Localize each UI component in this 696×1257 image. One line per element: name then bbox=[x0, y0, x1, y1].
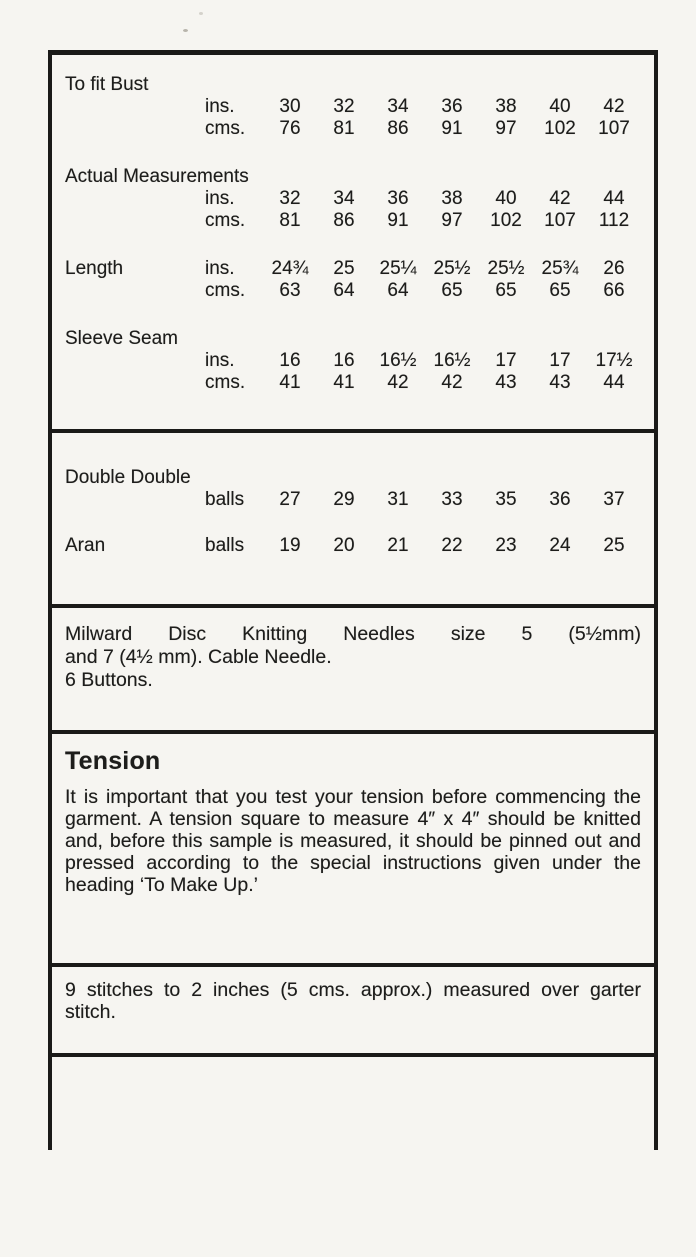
size-group-length bbox=[65, 258, 641, 302]
size-value: 81 bbox=[279, 210, 301, 231]
tension-section bbox=[52, 734, 654, 967]
empty-cell bbox=[65, 372, 205, 394]
size-value: 36 bbox=[441, 96, 463, 117]
unit-label: cms. bbox=[205, 280, 246, 301]
materials-line: and 7 (4½ mm). Cable Needle. bbox=[65, 646, 332, 668]
yarn-value: 23 bbox=[495, 535, 517, 556]
size-value: 86 bbox=[387, 118, 409, 139]
size-value: 42 bbox=[549, 188, 571, 209]
unit-label: ins. bbox=[205, 258, 235, 279]
size-value: 25½ bbox=[433, 258, 471, 279]
size-row-ins bbox=[65, 350, 641, 372]
materials-line: Milward Disc Knitting Needles size 5 (5½mm) bbox=[65, 623, 641, 645]
size-group-sleeve-seam bbox=[65, 328, 641, 394]
size-value: 42 bbox=[387, 372, 409, 393]
yarn-value: 24 bbox=[549, 535, 571, 556]
size-row-cms bbox=[65, 280, 641, 302]
unit-label: balls bbox=[205, 535, 245, 556]
size-value: 17½ bbox=[595, 350, 633, 371]
yarn-value: 27 bbox=[279, 489, 301, 510]
size-value: 16 bbox=[333, 350, 355, 371]
yarn-value: 36 bbox=[549, 489, 571, 510]
group-label-row bbox=[65, 74, 641, 96]
size-value: 86 bbox=[333, 210, 355, 231]
scan-speck bbox=[183, 29, 188, 32]
size-group-label: Sleeve Seam bbox=[65, 328, 179, 349]
size-value: 42 bbox=[603, 96, 625, 117]
size-value: 66 bbox=[603, 280, 625, 301]
yarn-value: 31 bbox=[387, 489, 409, 510]
yarn-group-label: Aran bbox=[65, 535, 106, 556]
size-value: 107 bbox=[598, 118, 630, 139]
size-value: 97 bbox=[495, 118, 517, 139]
pattern-info-panel bbox=[48, 50, 658, 1150]
size-value: 41 bbox=[333, 372, 355, 393]
size-value: 97 bbox=[441, 210, 463, 231]
size-value: 38 bbox=[441, 188, 463, 209]
size-value: 17 bbox=[495, 350, 517, 371]
tension-body: It is important that you test your tension before commencing the garment. A tension square to measure 4″ x 4″ should be knitted and, before this sample is measured, it should be pinned out and pressed according to the special instructions given under the heading ‘To Make Up.’ bbox=[65, 786, 641, 896]
group-label-row bbox=[65, 328, 641, 350]
size-value: 32 bbox=[333, 96, 355, 117]
yarn-value: 20 bbox=[333, 535, 355, 556]
size-value: 40 bbox=[495, 188, 517, 209]
size-value: 43 bbox=[495, 372, 517, 393]
size-row-cms bbox=[65, 210, 641, 232]
size-value: 44 bbox=[603, 188, 625, 209]
materials-section bbox=[52, 608, 654, 734]
size-value: 42 bbox=[441, 372, 463, 393]
size-table-section bbox=[52, 55, 654, 433]
size-value: 102 bbox=[544, 118, 576, 139]
size-value: 65 bbox=[549, 280, 571, 301]
empty-cell bbox=[65, 210, 205, 232]
size-value: 25 bbox=[333, 258, 355, 279]
tension-heading: Tension bbox=[65, 747, 161, 775]
yarn-value: 29 bbox=[333, 489, 355, 510]
yarn-group-label: Double Double bbox=[65, 467, 191, 488]
unit-label: cms. bbox=[205, 118, 246, 139]
yarn-value: 22 bbox=[441, 535, 463, 556]
size-value: 112 bbox=[598, 210, 630, 231]
yarn-value: 33 bbox=[441, 489, 463, 510]
yarn-group-double-double bbox=[65, 467, 641, 511]
size-value: 34 bbox=[387, 96, 409, 117]
size-value: 17 bbox=[549, 350, 571, 371]
empty-cell bbox=[65, 280, 205, 302]
yarn-value: 37 bbox=[603, 489, 625, 510]
size-value: 43 bbox=[549, 372, 571, 393]
size-value: 32 bbox=[279, 188, 301, 209]
size-value: 25½ bbox=[487, 258, 525, 279]
unit-label: ins. bbox=[205, 350, 235, 371]
empty-cell bbox=[65, 118, 205, 140]
group-label-row bbox=[65, 467, 641, 489]
size-value: 76 bbox=[279, 118, 301, 139]
size-value: 81 bbox=[333, 118, 355, 139]
yarn-group-aran bbox=[65, 535, 641, 557]
size-row-ins bbox=[65, 96, 641, 118]
yarn-row-balls bbox=[65, 489, 641, 511]
size-value: 26 bbox=[603, 258, 625, 279]
yarn-value: 19 bbox=[279, 535, 301, 556]
gauge-section bbox=[52, 967, 654, 1057]
unit-label: cms. bbox=[205, 372, 246, 393]
yarn-value: 21 bbox=[387, 535, 409, 556]
empty-cell bbox=[65, 96, 205, 118]
scan-speck bbox=[199, 12, 203, 15]
cutoff-section bbox=[52, 1057, 654, 1257]
yarn-value: 25 bbox=[603, 535, 625, 556]
size-group-label: Length bbox=[65, 258, 124, 279]
size-row-ins bbox=[65, 188, 641, 210]
materials-line: 6 Buttons. bbox=[65, 669, 153, 691]
yarn-row-balls bbox=[65, 535, 641, 557]
size-value: 38 bbox=[495, 96, 517, 117]
size-value: 16½ bbox=[433, 350, 471, 371]
size-value: 107 bbox=[544, 210, 576, 231]
size-value: 64 bbox=[333, 280, 355, 301]
size-group-actual-measurements bbox=[65, 166, 641, 232]
size-value: 91 bbox=[387, 210, 409, 231]
group-label-row bbox=[65, 166, 641, 188]
size-value: 30 bbox=[279, 96, 301, 117]
yarn-table-section bbox=[52, 433, 654, 608]
size-value: 102 bbox=[490, 210, 522, 231]
unit-label: ins. bbox=[205, 96, 235, 117]
size-value: 40 bbox=[549, 96, 571, 117]
size-value: 44 bbox=[603, 372, 625, 393]
size-value: 65 bbox=[495, 280, 517, 301]
size-group-label: Actual Measurements bbox=[65, 166, 249, 187]
unit-label: balls bbox=[205, 489, 245, 510]
size-row-ins bbox=[65, 258, 641, 280]
size-group-label: To fit Bust bbox=[65, 74, 149, 95]
size-value: 16 bbox=[279, 350, 301, 371]
size-value: 34 bbox=[333, 188, 355, 209]
size-value: 36 bbox=[387, 188, 409, 209]
size-value: 41 bbox=[279, 372, 301, 393]
size-row-cms bbox=[65, 372, 641, 394]
size-value: 25¼ bbox=[379, 258, 417, 279]
empty-cell bbox=[65, 489, 205, 511]
size-value: 91 bbox=[441, 118, 463, 139]
size-value: 25¾ bbox=[541, 258, 579, 279]
size-value: 63 bbox=[279, 280, 301, 301]
empty-cell bbox=[65, 350, 205, 372]
empty-cell bbox=[65, 188, 205, 210]
size-row-cms bbox=[65, 118, 641, 140]
yarn-value: 35 bbox=[495, 489, 517, 510]
gauge-text: 9 stitches to 2 inches (5 cms. approx.) measured over garter stitch. bbox=[65, 979, 641, 1023]
size-value: 24¾ bbox=[271, 258, 309, 279]
size-value: 16½ bbox=[379, 350, 417, 371]
unit-label: cms. bbox=[205, 210, 246, 231]
size-group-to-fit-bust bbox=[65, 74, 641, 140]
size-value: 65 bbox=[441, 280, 463, 301]
size-value: 64 bbox=[387, 280, 409, 301]
unit-label: ins. bbox=[205, 188, 235, 209]
